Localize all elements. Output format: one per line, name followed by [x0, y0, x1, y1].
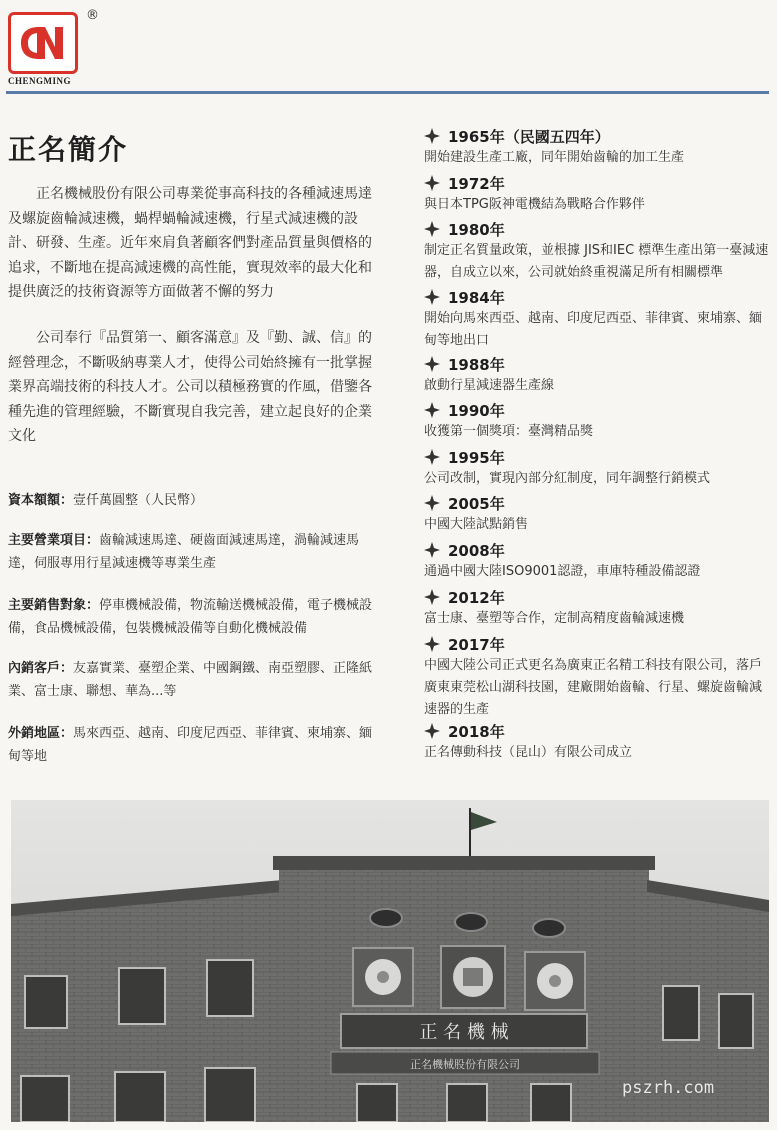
cross-bullet-icon — [424, 175, 440, 191]
timeline-item: 2012年 富士康、臺塑等合作，定制高精度齒輪減速機 — [424, 588, 685, 626]
timeline-item: 2017年 中國大陸公司正式更名為廣東正名精工科技有限公司，落戶廣東東莞松山湖科技園，建廠開始齒輪、行星、螺旋齒輪減速器的生產 — [424, 635, 763, 717]
timeline-item: 1995年 公司改制，實現內部分紅制度，同年調整行銷模式 — [424, 448, 711, 486]
cross-bullet-icon — [424, 449, 440, 465]
timeline-item: 1972年 與日本TPG阪神電機結為戰略合作夥伴 — [424, 174, 645, 212]
info-sales-target: 主要銷售對象：停車機械設備，物流輸送機械設備，電子機械設備，食品機械設備，包裝機械設備等自動化機械設備 — [8, 598, 373, 636]
cross-bullet-icon — [424, 402, 440, 418]
timeline-item: 1984年 開始向馬來西亞、越南、印度尼西亞、菲律賓、柬埔寨、緬甸等地出口 — [424, 288, 763, 348]
company-logo — [6, 6, 99, 88]
timeline-item: 2018年 正名傳動科技（昆山）有限公司成立 — [424, 722, 633, 760]
cross-bullet-icon — [424, 636, 440, 652]
cross-bullet-icon — [424, 289, 440, 305]
cross-bullet-icon — [424, 495, 440, 511]
info-capital: 資本額額：壹仟萬圓整（人民幣） — [8, 493, 204, 508]
intro-paragraph-1: 正名機械股份有限公司專業從事高科技的各種減速馬達及螺旋齒輪減速機，蝸桿蝸輪減速機，行星式減速機的設計、研發、生產。近年來肩負著顧客們對產品質量與價格的追求，不斷地在提高減速機的高性能，實現效率的最大化和提供廣泛的技術資源等方面做著不懈的努力 — [8, 186, 372, 300]
cross-bullet-icon — [424, 356, 440, 372]
timeline-item: 1980年 制定正名質量政策，並根據 JIS和IEC 標準生產出第一臺減速器，自成立以來，公司就始終重視滿足所有相關標準 — [424, 220, 769, 280]
registered-mark: ® — [86, 8, 99, 23]
timeline-item: 1965年（民國五四年） 開始建設生產工廠，同年開始齒輪的加工生產 — [424, 127, 685, 165]
timeline-item: 2005年 中國大陸試點銷售 — [424, 494, 529, 532]
timeline-item: 2008年 通過中國大陸ISO9001認證，車庫特種設備認證 — [424, 541, 701, 579]
building-illustration — [11, 800, 769, 1122]
watermark-text: pszrh.com — [622, 1078, 715, 1098]
timeline-item: 1990年 收獲第一個獎項：臺灣精品獎 — [424, 401, 594, 439]
logo-cm-icon — [17, 21, 69, 65]
cross-bullet-icon — [424, 589, 440, 605]
factory-building-photo — [11, 800, 769, 1122]
info-business: 主要營業項目：齒輪減速馬達、硬齒面減速馬達，渦輪減速馬達，伺服專用行星減速機等專業生產 — [8, 533, 360, 571]
cross-bullet-icon — [424, 128, 440, 144]
building-sign-sub: 正名機械股份有限公司 — [410, 1058, 520, 1071]
header-rule — [6, 91, 769, 94]
cross-bullet-icon — [424, 723, 440, 739]
logo-mark — [8, 12, 78, 74]
timeline-item: 1988年 啟動行星減速器生產線 — [424, 355, 555, 393]
cross-bullet-icon — [424, 542, 440, 558]
page-title: 正名簡介 — [8, 133, 129, 166]
cross-bullet-icon — [424, 221, 440, 237]
building-sign-main: 正 名 機 械 — [419, 1022, 509, 1043]
info-domestic-clients: 內銷客戶：友嘉實業、臺塑企業、中國鋼鐵、南亞塑膠、正隆紙業、富士康、聯想、華為...等 — [8, 661, 373, 699]
logo-brand-text: CHENGMING — [8, 76, 71, 86]
intro-paragraph-2: 公司奉行『品質第一、顧客滿意』及『勤、誠、信』的經營理念，不斷吸納專業人才，使得公司始終擁有一批掌握業界高端技術的科技人才。公司以積極務實的作風，借鑒各種先進的管理經驗，不斷實現自我完善，建立起良好的企業文化 — [8, 330, 372, 444]
info-export-regions: 外銷地區：馬來西亞、越南、印度尼西亞、菲律賓、柬埔寨、緬甸等地 — [8, 726, 373, 764]
